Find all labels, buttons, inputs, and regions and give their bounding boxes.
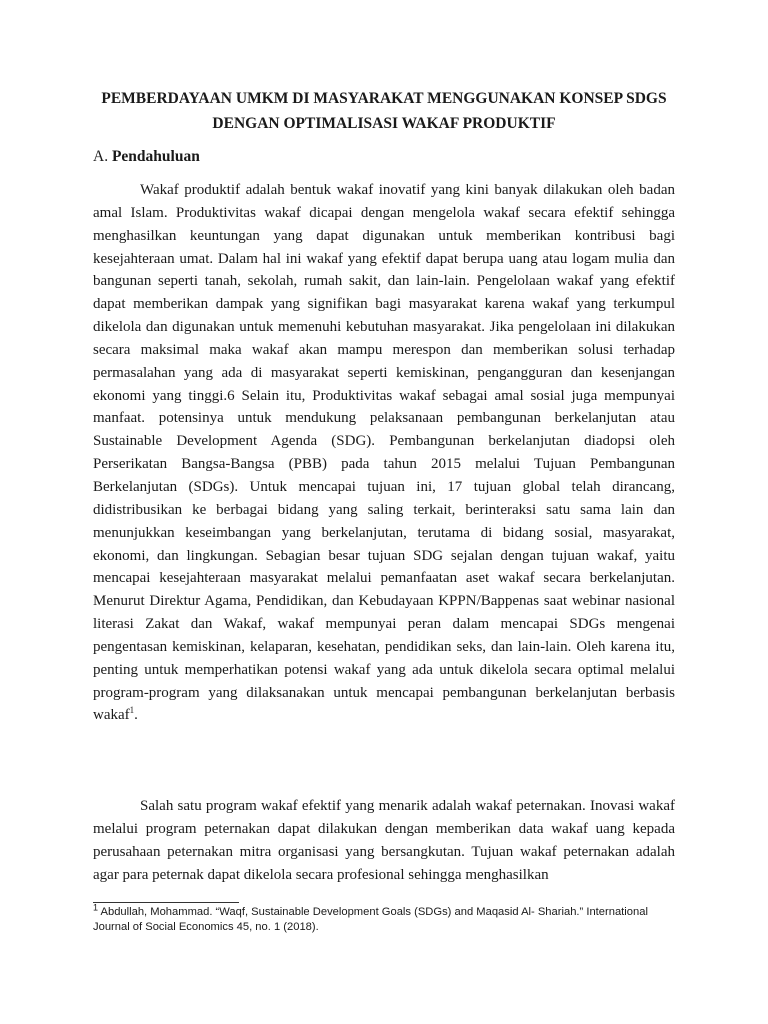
footnote-number: 1 [93, 902, 99, 913]
footnote [93, 902, 683, 935]
footnote-text: Abdullah, Mohammad. “Waqf, Sustainable Development Goals (SDGs) and Maqasid Al- Shariah.” International Journal of Social Economics 45, no. 1 (2018). [93, 906, 648, 933]
paragraph-2 [93, 795, 675, 886]
document-title [60, 86, 708, 136]
paragraph-1 [93, 179, 675, 727]
footnote-divider [93, 902, 239, 903]
section-marker: A. [93, 148, 109, 165]
footnote-reference: 1 [129, 705, 135, 716]
paragraph-1-text: Wakaf produktif adalah bentuk wakaf inovatif yang kini banyak dilakukan oleh badan amal Islam. Produktivitas wakaf dicapai dengan mengelola wakaf secara efektif sehingga menghasilkan keuntungan yang dapat digunakan untuk memberikan kontribusi bagi kesejahteraan umat. Dalam hal ini wakaf yang efektif dapat berupa uang atau logam mulia dan bangunan seperti tanah, sekolah, rumah sakit, dan lain-lain. Pengelolaan wakaf yang efektif dapat memberikan dampak yang signifikan bagi masyarakat karena wakaf yang terkumpul dikelola dan digunakan untuk memenuhi kebutuhan masyarakat. Jika pengelolaan ini dilakukan secara maksimal maka wakaf akan mampu merespon dan memberikan solusi terhadap permasalahan yang ada di masyarakat seperti kemiskinan, pengangguran dan kesenjangan ekonomi yang tinggi.6 Selain itu, Produktivitas wakaf sebagai amal sosial juga mempunyai manfaat. potensinya untuk mendukung pelaksanaan pembangunan berkelanjutan atau Sustainable Development Agenda (SDG). Pembangunan berkelanjutan diadopsi oleh Perserikatan Bangsa-Bangsa (PBB) pada tahun 2015 melalui Tujuan Pembangunan Berkelanjutan (SDGs). Untuk mencapai tujuan ini, 17 tujuan global telah dirancang, didistribusikan ke berbagai bidang yang saling terkait, berinteraksi satu sama lain dan menunjukkan keseimbangan yang berkelanjutan, terutama di bidang sosial, masyarakat, ekonomi, dan lingkungan. Sebagian besar tujuan SDG sejalan dengan tujuan wakaf, yaitu mencapai kesejahteraan masyarakat melalui pemanfaatan aset wakaf secara berkelanjutan. Menurut Direktur Agama, Pendidikan, dan Kebudayaan KPPN/Bappenas saat webinar nasional literasi Zakat dan Wakaf, wakaf mempunyai peran dalam mencapai SDGs mengenai pengentasan kemiskinan, kelaparan, kesehatan, pendidikan seks, dan lain-lain. Oleh karena itu, penting untuk memperhatikan potensi wakaf yang ada untuk dikelola secara optimal melalui program-program yang dilaksanakan untuk mencapai pembangunan berkelanjutan berbasis wakaf [93, 182, 675, 724]
paragraph-2-text: Salah satu program wakaf efektif yang menarik adalah wakaf peternakan. Inovasi wakaf melalui program peternakan dapat dilakukan dengan memberikan data wakaf uang kepada perusahaan peternakan mitra organisasi yang bersangkutan. Tujuan wakaf peternakan adalah agar para peternak dapat dikelola secara profesional sehingga menghasilkan [93, 798, 675, 883]
paragraph-1-end: . [134, 707, 138, 724]
section-title: Pendahuluan [111, 148, 200, 165]
title-line-2: DENGAN OPTIMALISASI WAKAF PRODUKTIF [212, 115, 556, 132]
title-line-1: PEMBERDAYAAN UMKM DI MASYARAKAT MENGGUNAKAN KONSEP SDGS [101, 90, 667, 107]
section-heading [93, 147, 200, 167]
